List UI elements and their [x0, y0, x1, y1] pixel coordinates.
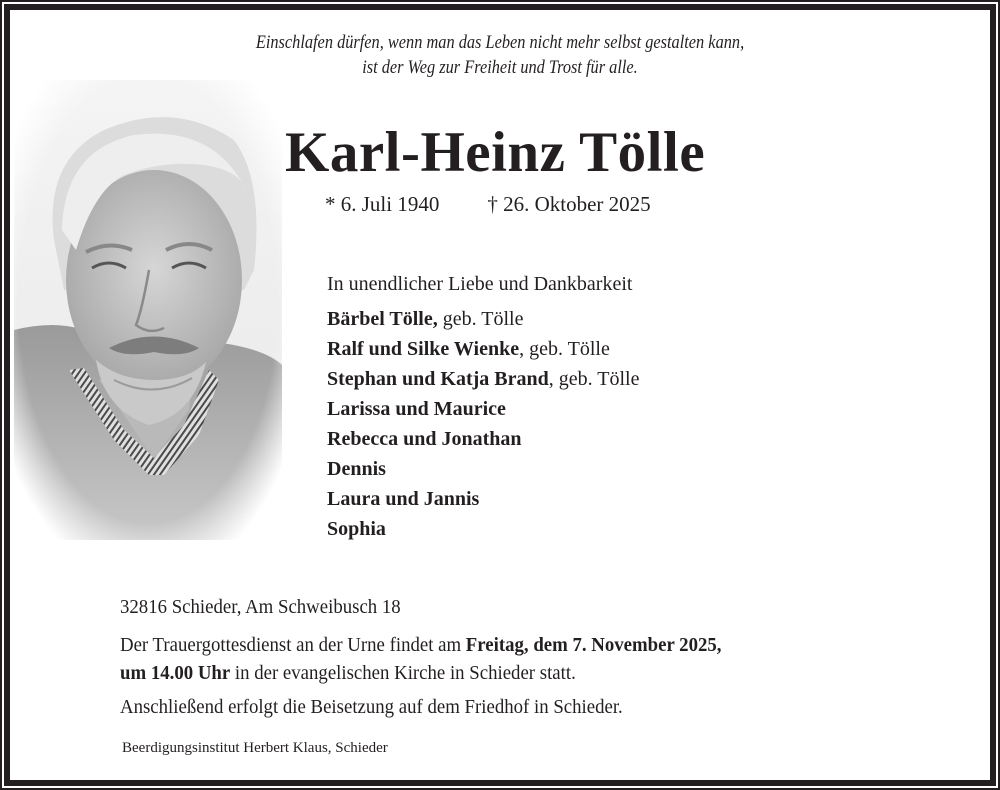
undertaker-credit: Beerdigungsinstitut Herbert Klaus, Schieder: [122, 740, 388, 756]
mourner-row: [327, 424, 639, 454]
mourner-name: Ralf und Silke Wienke: [327, 338, 520, 360]
motto-quote: [70, 30, 930, 80]
mourner-note: , geb. Tölle: [519, 338, 610, 360]
portrait-image: [14, 80, 282, 540]
portrait-photo: [14, 80, 282, 540]
service-date: Freitag, dem 7. November 2025,: [465, 634, 722, 656]
service-time: um 14.00 Uhr: [120, 662, 231, 684]
mourner-name: Larissa und Maurice: [327, 398, 506, 420]
mourner-row: [327, 394, 639, 424]
mourner-row: [327, 514, 639, 544]
mourner-name: Bärbel Tölle,: [327, 308, 438, 330]
mourner-row: [327, 334, 639, 364]
mourners-list: [327, 269, 639, 544]
burial-notice: Anschließend erfolgt die Beisetzung auf dem Friedhof in Schieder.: [120, 696, 623, 718]
service-text: Der Trauergottesdienst an der Urne findet am: [120, 634, 466, 656]
motto-line-1: Einschlafen dürfen, wenn man das Leben nicht mehr selbst gestalten kann,: [255, 32, 745, 53]
death-date: † 26. Oktober 2025: [487, 192, 651, 216]
mourner-row: [327, 484, 639, 514]
family-address: 32816 Schieder, Am Schweibusch 18: [120, 596, 401, 618]
mourner-name: Sophia: [327, 518, 386, 540]
motto-line-2: ist der Weg zur Freiheit und Trost für alle.: [362, 57, 638, 78]
mourner-row: [327, 304, 639, 334]
mourner-row: [327, 364, 639, 394]
mourner-row: [327, 454, 639, 484]
mourner-name: Laura und Jannis: [327, 488, 480, 510]
deceased-name: Karl-Heinz Tölle: [285, 121, 706, 184]
mourner-name: Dennis: [327, 458, 386, 480]
service-notice: [120, 631, 721, 687]
service-location: in der evangelischen Kirche in Schieder statt.: [230, 662, 576, 684]
mourners-intro: In unendlicher Liebe und Dankbarkeit: [327, 273, 633, 295]
mourner-name: Rebecca und Jonathan: [327, 428, 522, 450]
mourner-note: , geb. Tölle: [548, 368, 640, 390]
mourner-note: geb. Tölle: [437, 308, 524, 330]
mourner-name: Stephan und Katja Brand: [327, 368, 549, 390]
service-line-2: [120, 659, 721, 687]
service-line-1: [120, 631, 721, 659]
life-dates: [325, 190, 651, 218]
birth-date: * 6. Juli 1940: [325, 192, 440, 216]
